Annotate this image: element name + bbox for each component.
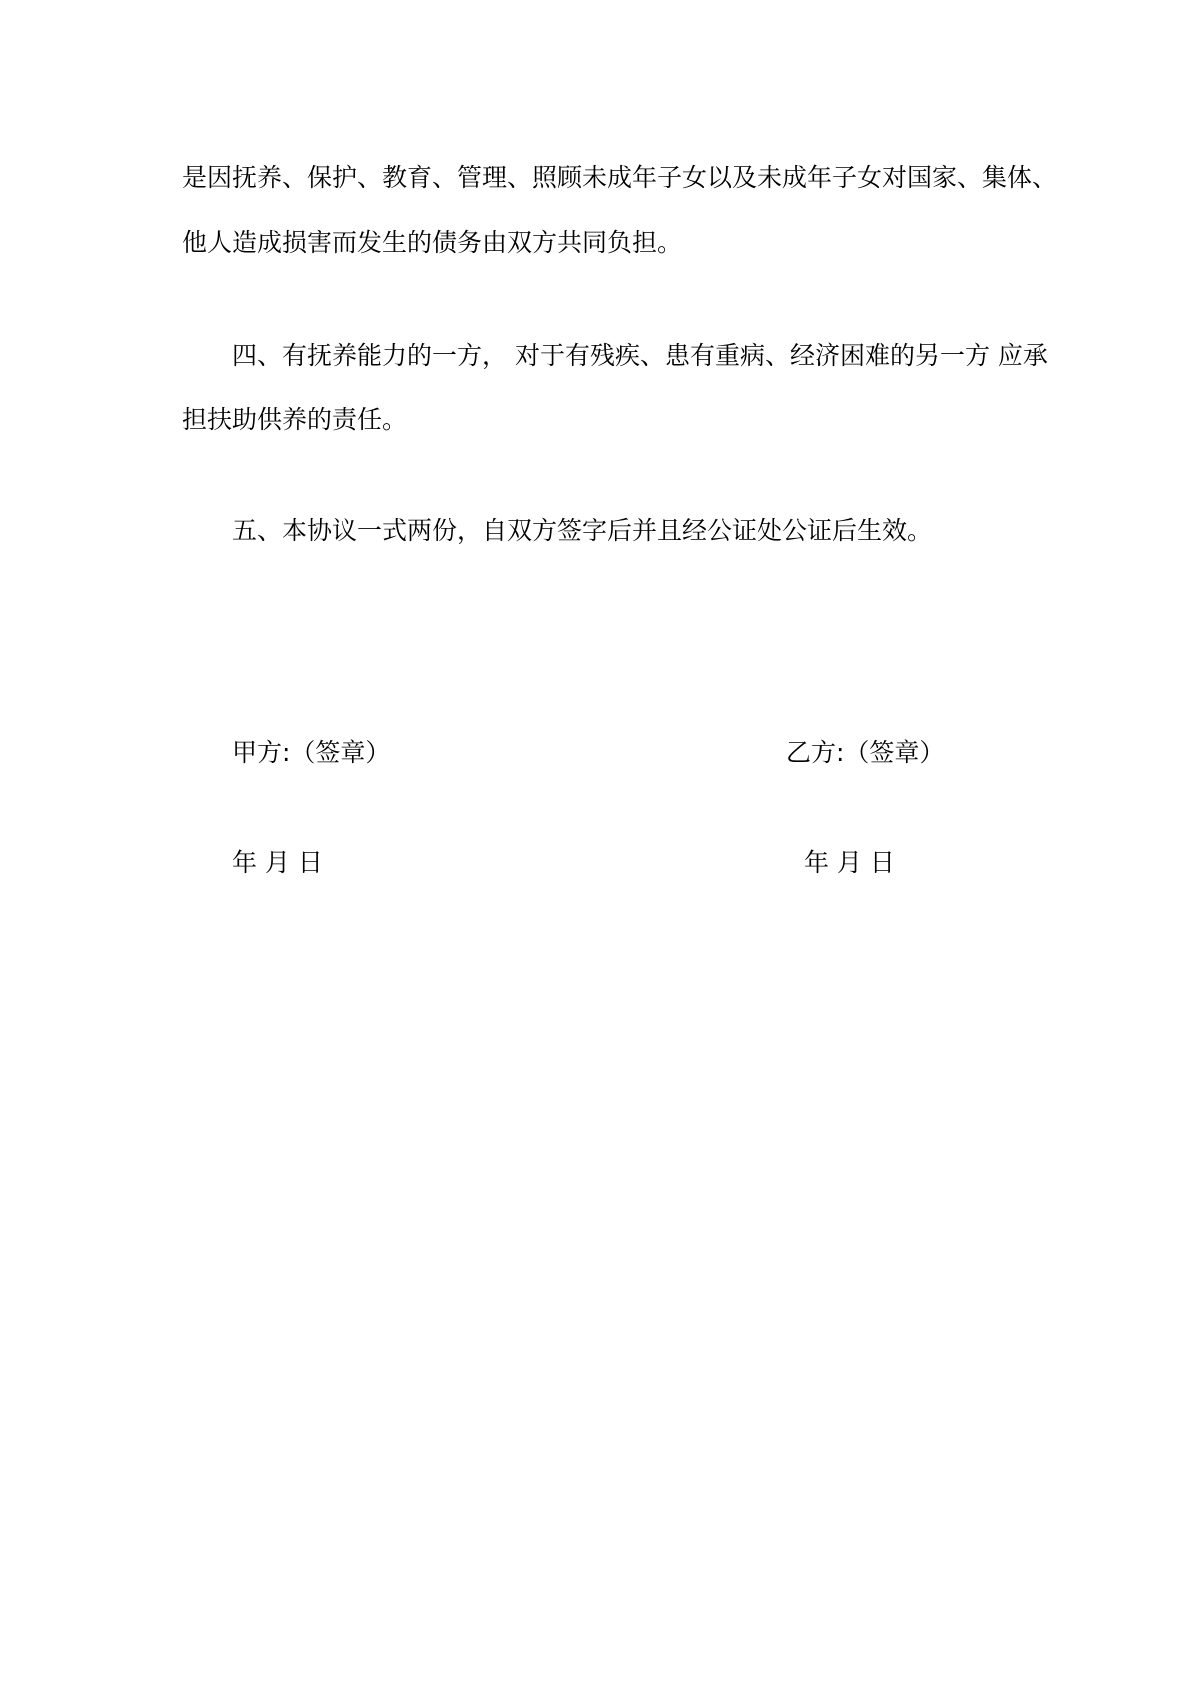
party-a-signature-label: 甲方:（签章） (232, 738, 391, 767)
party-b-signature-label: 乙方:（签章） (786, 738, 945, 767)
clause3-line1: 是因抚养、保护、教育、管理、照顾未成年子女以及未成年子女对国家、集体、 (182, 163, 1058, 192)
party-a-date: 年 月 日 (232, 848, 323, 877)
party-b-date: 年 月 日 (804, 848, 895, 877)
clause5-line1: 五、本协议一式两份，自双方签字后并且经公证处公证后生效。 (232, 516, 933, 545)
clause4-line2: 担扶助供养的责任。 (182, 405, 408, 434)
clause4-line1: 四、有抚养能力的一方， 对于有残疾、患有重病、经济困难的另一方 应承 (232, 341, 1048, 370)
clause3-line2: 他人造成损害而发生的债务由双方共同负担。 (182, 228, 683, 257)
